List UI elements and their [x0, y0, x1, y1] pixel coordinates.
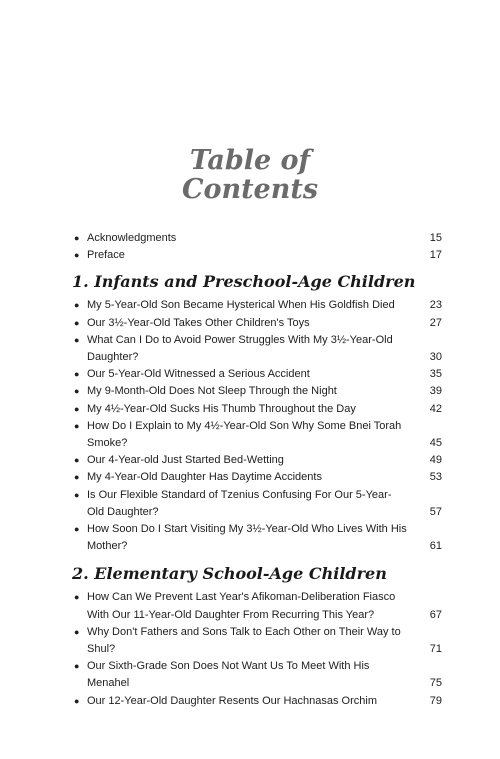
entry-page-number: 23 — [429, 299, 442, 312]
entry-page-number: 49 — [429, 454, 442, 467]
table-of-contents — [72, 230, 442, 710]
bullet-icon: ● — [74, 369, 80, 380]
toc-entry[interactable] — [72, 589, 442, 623]
bullet-icon: ● — [74, 334, 80, 345]
entry-page-number: 53 — [429, 471, 442, 484]
entry-title: How Soon Do I Start Visiting My 3½-Year-Old Who Lives With His Mother? — [87, 523, 407, 553]
entry-page-number: 30 — [429, 351, 442, 364]
bullet-icon: ● — [74, 386, 80, 397]
entry-page-number: 61 — [429, 540, 442, 553]
bullet-icon: ● — [74, 233, 80, 243]
toc-entry[interactable] — [72, 452, 442, 469]
bullet-icon: ● — [74, 472, 80, 483]
page-title — [0, 146, 500, 204]
toc-entry[interactable] — [72, 469, 442, 486]
entry-title: How Can We Prevent Last Year's Afikoman-Deliberation Fiasco With Our 11-Year-Old Daughter From Recurring This Year? — [87, 591, 396, 621]
bullet-icon: ● — [74, 403, 80, 414]
chapter-heading: 2. Elementary School-Age Children — [72, 564, 387, 584]
toc-entry[interactable] — [72, 487, 442, 521]
entry-title: Our 4-Year-old Just Started Bed-Wetting — [87, 454, 284, 467]
entry-title: Preface — [87, 249, 125, 262]
entry-title: Acknowledgments — [87, 232, 177, 244]
bullet-icon: ● — [74, 661, 80, 672]
entry-page-number: 67 — [429, 608, 442, 621]
toc-entry[interactable] — [72, 624, 442, 658]
toc-entry[interactable] — [72, 366, 442, 383]
entry-page-number: 45 — [429, 437, 442, 450]
entry-title: What Can I Do to Avoid Power Struggles With My 3½-Year-Old Daughter? — [87, 333, 393, 364]
toc-entry[interactable] — [72, 332, 442, 366]
toc-entry[interactable] — [72, 230, 442, 247]
bullet-icon: ● — [74, 592, 80, 603]
bullet-icon: ● — [74, 626, 80, 637]
entry-page-number: 79 — [429, 694, 442, 707]
entry-title: How Do I Explain to My 4½-Year-Old Son Why Some Bnei Torah Smoke? — [87, 419, 402, 450]
entry-title: My 9-Month-Old Does Not Sleep Through the Night — [87, 385, 337, 398]
entry-page-number: 15 — [429, 232, 442, 244]
toc-entry[interactable] — [72, 418, 442, 452]
entry-title: My 4-Year-Old Daughter Has Daytime Accidents — [87, 471, 322, 484]
entry-page-number: 42 — [429, 402, 442, 415]
toc-entry[interactable] — [72, 521, 442, 555]
entry-title: Our 5-Year-Old Witnessed a Serious Accident — [87, 368, 310, 381]
entry-page-number: 39 — [429, 385, 442, 398]
chapter-heading: 1. Infants and Preschool-Age Children — [72, 272, 416, 292]
entry-page-number: 71 — [429, 643, 442, 656]
toc-entry[interactable] — [72, 401, 442, 418]
entry-title: Why Don't Fathers and Sons Talk to Each Other on Their Way to Shul? — [87, 625, 401, 656]
bullet-icon: ● — [74, 524, 80, 535]
toc-entry[interactable] — [72, 247, 442, 264]
toc-entry[interactable] — [72, 658, 442, 692]
entry-page-number: 35 — [429, 368, 442, 381]
entry-title: My 4½-Year-Old Sucks His Thumb Throughout the Day — [87, 402, 356, 415]
page-title-line-1: Table of — [189, 145, 311, 176]
bullet-icon: ● — [74, 317, 80, 328]
entry-title: Is Our Flexible Standard of Tzenius Confusing For Our 5-Year-Old Daughter? — [87, 488, 392, 518]
bullet-icon: ● — [74, 300, 80, 311]
toc-entry[interactable] — [72, 383, 442, 400]
entry-page-number: 17 — [429, 249, 442, 262]
page-title-line-2: Contents — [181, 174, 319, 205]
entry-page-number: 75 — [429, 677, 442, 690]
bullet-icon: ● — [74, 489, 80, 500]
bullet-icon: ● — [74, 250, 80, 261]
entry-title: My 5-Year-Old Son Became Hysterical When His Goldfish Died — [87, 299, 395, 312]
entry-title: Our 12-Year-Old Daughter Resents Our Hachnasas Orchim — [87, 694, 377, 707]
bullet-icon: ● — [74, 420, 80, 431]
toc-entry[interactable] — [72, 297, 442, 314]
entry-page-number: 57 — [429, 505, 442, 518]
toc-entry[interactable] — [72, 315, 442, 332]
entry-page-number: 27 — [429, 316, 442, 329]
bullet-icon: ● — [74, 455, 80, 466]
bullet-icon: ● — [74, 695, 80, 706]
toc-entry[interactable] — [72, 693, 442, 710]
entry-title: Our Sixth-Grade Son Does Not Want Us To Meet With His Menahel — [87, 660, 370, 690]
entry-title: Our 3½-Year-Old Takes Other Children's Toys — [87, 316, 310, 329]
